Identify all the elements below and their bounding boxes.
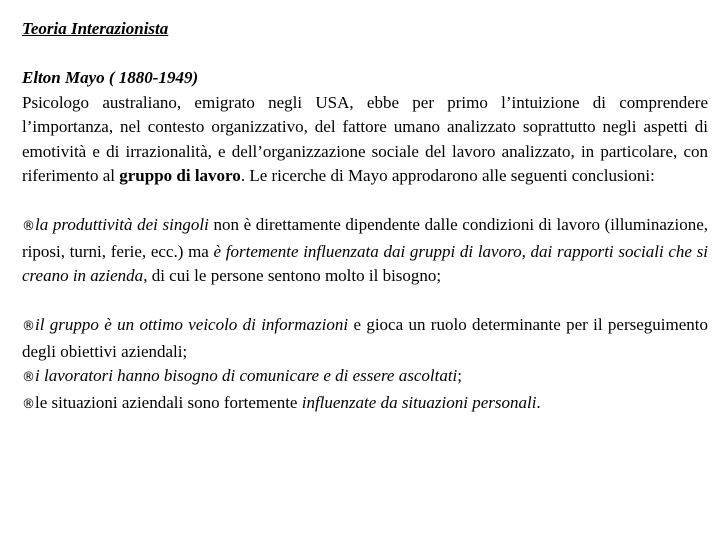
document-page	[22, 17, 708, 417]
bullet-1-italic-1: la produttività dei singoli	[35, 215, 209, 234]
bullet-2-text-1: e gioca un ruolo determinante per il perseguimento degli obiettivi aziendali;	[22, 315, 708, 361]
bullet-symbol-icon: ®	[22, 396, 35, 412]
intro-paragraph	[22, 91, 708, 189]
spacer	[22, 42, 708, 67]
bullet-item-2	[22, 313, 708, 364]
bullet-symbol-icon: ®	[22, 319, 35, 334]
bullet-4-text-0: le situazioni aziendali sono fortemente	[35, 392, 302, 412]
bullet-symbol-icon: ®	[22, 370, 35, 385]
bullet-3-text-1: ;	[457, 366, 463, 385]
bullet-symbol-icon: ®	[22, 219, 35, 234]
bullet-item-4	[22, 391, 708, 418]
bullet-1-italic-2: è fortemente influenzata dai gruppi di lavoro, dai rapporti sociali che si creano in azienda	[22, 241, 708, 285]
intro-text-1: Psicologo australiano, emigrato negli USA, ebbe per primo l’intuizione di comprendere l’importanza, nel contesto organizzativo, del fattore umano analizzato soprattutto negli aspetti di emotività e di irrazionalità, e dell’organizzazione sociale del lavoro analizzato, in particolare, con riferimento al	[22, 92, 708, 185]
bullet-1-text-1: non è direttamente dipendente dalle condizioni di lavoro (illuminazione, riposi, turni, ferie, ecc.) ma	[22, 215, 708, 261]
bullet-1-text-2: , di cui le persone sentono molto il bisogno;	[143, 266, 442, 285]
bullet-4-italic-1: influenzate da situazioni personali	[301, 392, 537, 412]
intro-bold-term: gruppo di lavoro	[119, 166, 241, 185]
intro-text-2: . Le ricerche di Mayo approdarono alle seguenti conclusioni:	[240, 166, 655, 185]
author-heading: Elton Mayo ( 1880-1949)	[22, 68, 199, 87]
spacer	[22, 189, 708, 214]
spacer	[22, 289, 708, 314]
bullet-item-3	[22, 364, 708, 391]
bullet-item-1	[22, 213, 708, 289]
page-title: Teoria Interazionista	[22, 19, 169, 38]
bullet-4-text-1: .	[536, 392, 541, 412]
bullet-3-italic-1: i lavoratori hanno bisogno di comunicare e di essere ascoltati	[35, 366, 458, 385]
bullet-2-italic-1: il gruppo è un ottimo veicolo di informazioni	[35, 315, 349, 334]
